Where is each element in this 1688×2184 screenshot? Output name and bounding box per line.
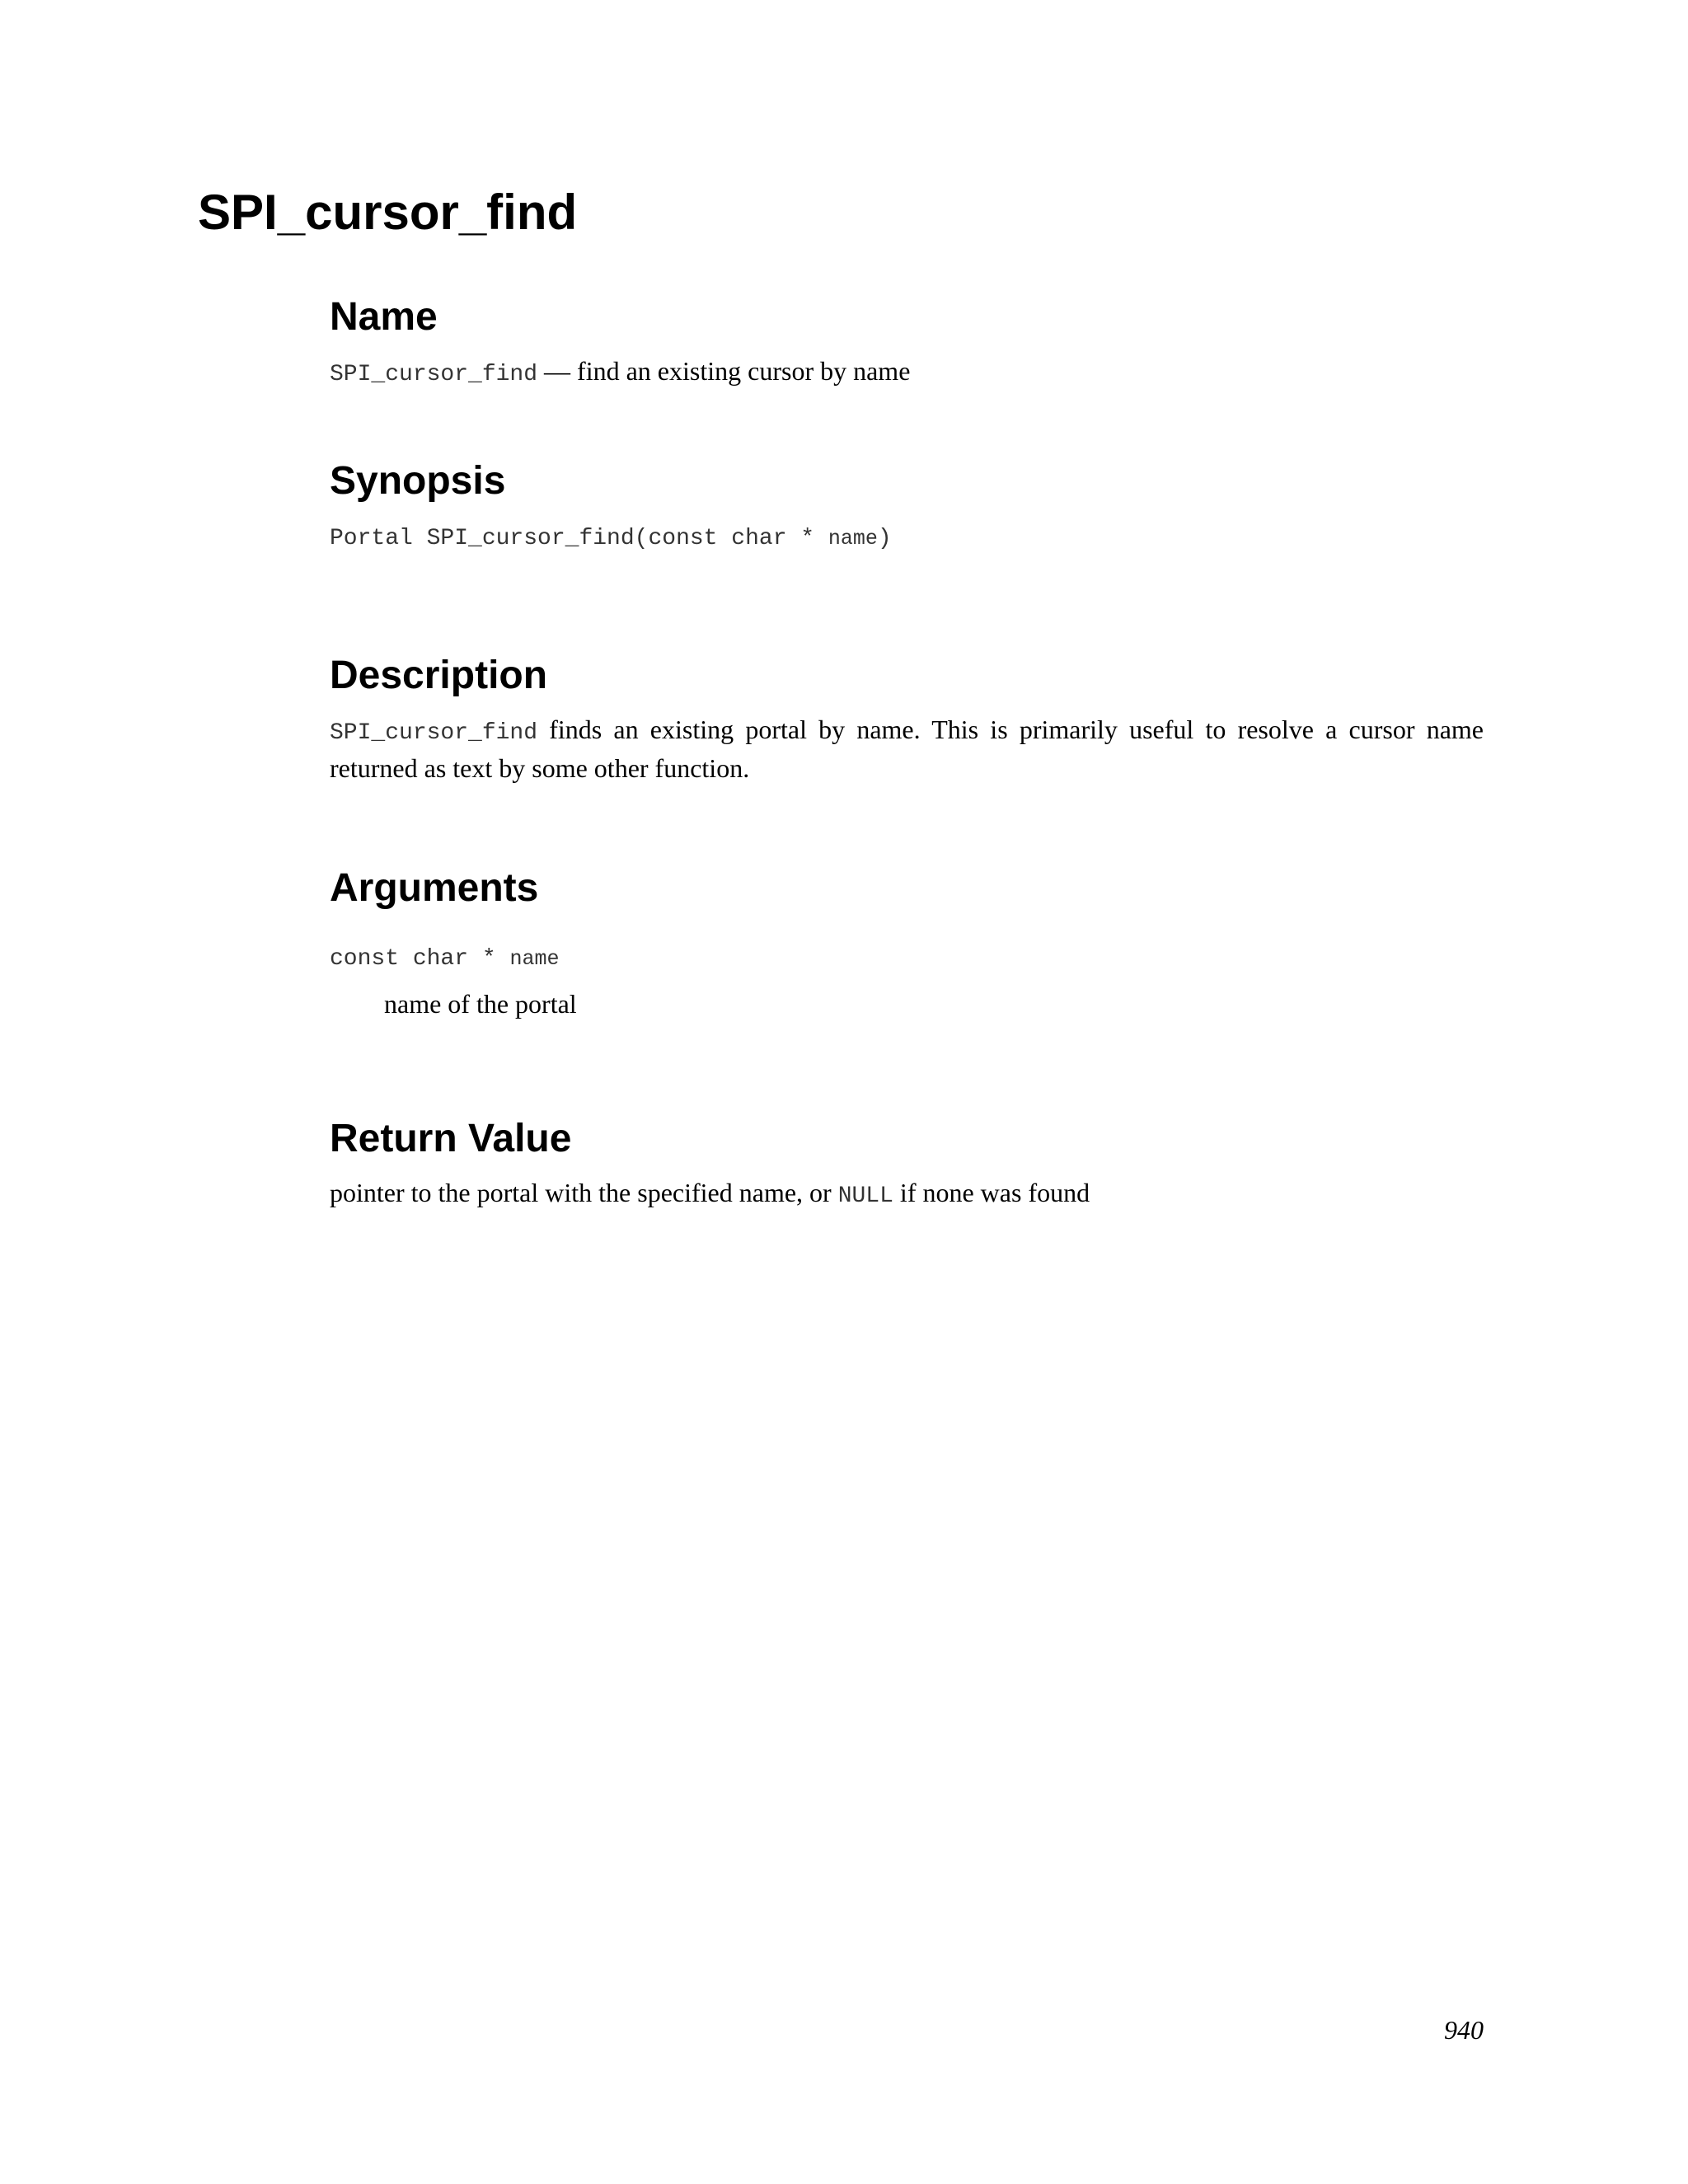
- argument-term: [330, 938, 1484, 977]
- argument-param: name: [509, 947, 560, 971]
- name-description: — find an existing cursor by name: [537, 356, 911, 386]
- page-title: SPI_cursor_find: [198, 185, 578, 240]
- name-section: [330, 293, 1484, 392]
- return-value-heading: Return Value: [330, 1117, 572, 1160]
- description-paragraph: [330, 712, 1484, 786]
- synopsis-section: [330, 457, 1484, 556]
- description-heading: Description: [330, 654, 548, 697]
- return-text-after: if none was found: [893, 1178, 1090, 1207]
- synopsis-code: [330, 518, 1484, 556]
- return-value-text: [330, 1175, 1484, 1214]
- return-value-section: [330, 1114, 1484, 1214]
- description-section: [330, 651, 1484, 786]
- description-function-code: SPI_cursor_find: [330, 720, 538, 746]
- function-name-code: SPI_cursor_find: [330, 362, 538, 387]
- argument-description: name of the portal: [384, 989, 577, 1019]
- description-text: finds an existing portal by name. This is primarily useful to resolve a cursor name returned as text by some other function.: [330, 715, 1484, 783]
- page-number: 940: [1444, 2015, 1484, 2045]
- return-text-before: pointer to the portal with the specified name, or: [330, 1178, 838, 1207]
- name-heading: Name: [330, 295, 438, 339]
- arguments-heading: Arguments: [330, 866, 539, 910]
- argument-type: const char *: [330, 946, 510, 972]
- null-code: NULL: [837, 1183, 893, 1209]
- synopsis-param: name: [828, 527, 878, 551]
- synopsis-signature: Portal SPI_cursor_find(const char *: [330, 526, 828, 551]
- name-line: [330, 354, 1484, 392]
- synopsis-heading: Synopsis: [330, 459, 506, 503]
- arguments-section: [330, 864, 1484, 1022]
- synopsis-close: ): [877, 526, 892, 551]
